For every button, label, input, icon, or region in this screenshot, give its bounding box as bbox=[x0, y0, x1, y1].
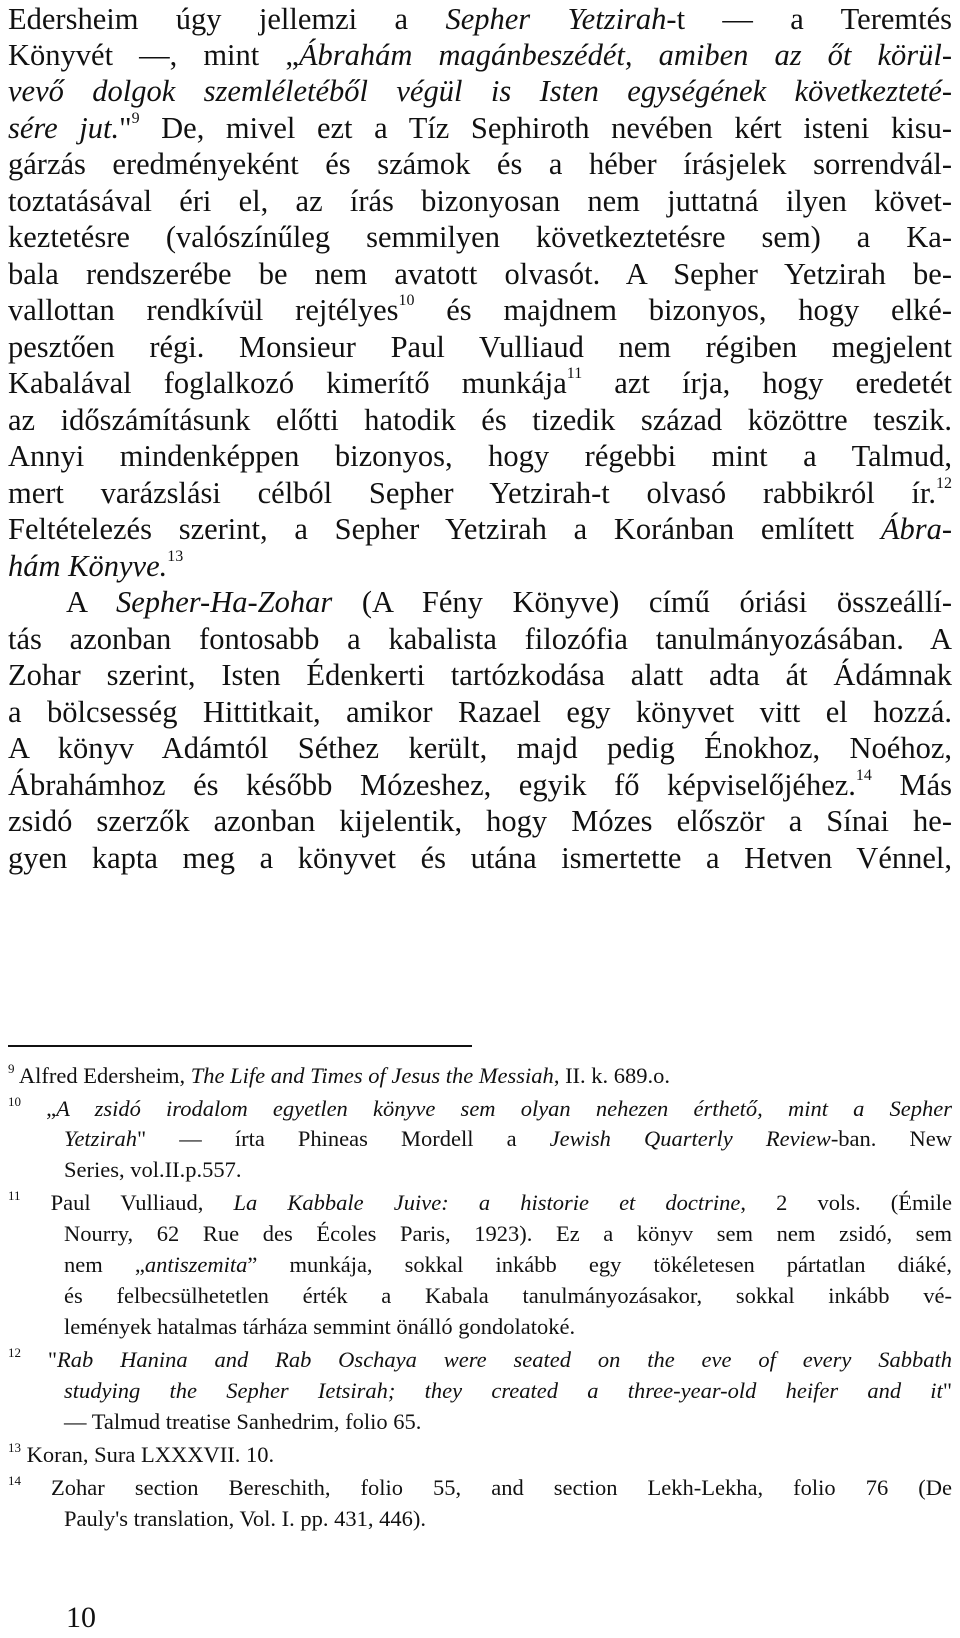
body-line: pesztően régi. Monsieur Paul Vulliaud nem régiben megjelent bbox=[8, 330, 952, 364]
body-line bbox=[8, 511, 952, 547]
body-line: gyen kapta meg a könyvet és utána ismertette a Hetven Vénnel, bbox=[8, 841, 952, 875]
footnote-12-cont: — Talmud treatise Sanhedrim, folio 65. bbox=[64, 1409, 422, 1434]
footnote-ref-9: 9 bbox=[131, 110, 140, 127]
body-line: az időszámításunk előtti hatodik és tizedik század közöttre teszik. bbox=[8, 403, 952, 437]
body-line bbox=[8, 1, 952, 37]
text-run: azt írja, hogy eredetét bbox=[582, 366, 952, 400]
text-run: és majdnem bizonyos, hogy elké- bbox=[414, 293, 952, 327]
footnote-number: 10 bbox=[8, 1094, 21, 1109]
book-title: The Life and Times of Jesus the Messiah bbox=[190, 1063, 554, 1088]
book-title-sepher-yetzirah: Sepher Yetzirah bbox=[445, 2, 667, 36]
text-run: " bbox=[21, 1347, 58, 1372]
footnote-11-cont: és felbecsülhetetlen érték a Kabala tanulmányozásakor, sokkal inkább vé- bbox=[64, 1283, 952, 1308]
italic-word: antiszemita bbox=[144, 1252, 248, 1277]
footnote-ref-10: 10 bbox=[398, 292, 415, 309]
text-run: A bbox=[66, 585, 116, 619]
text-run: " — írta Phineas Mordell a bbox=[136, 1126, 550, 1151]
text-run: vallottan rendkívül rejtélyes bbox=[8, 293, 399, 327]
body-line bbox=[8, 292, 952, 328]
footnote-number: 13 bbox=[8, 1440, 21, 1455]
text-run: „ bbox=[21, 1096, 57, 1121]
footnote-9 bbox=[8, 1061, 952, 1090]
body-line bbox=[8, 37, 952, 73]
footnote-number: 12 bbox=[8, 1345, 21, 1360]
body-line: tás azonban fontosabb a kabalista filozófia tanulmányozásában. A bbox=[8, 622, 952, 656]
body-line bbox=[8, 73, 952, 109]
book-title-zohar: Sepher-Ha-Zohar bbox=[115, 585, 333, 619]
footnote-10 bbox=[8, 1094, 952, 1123]
journal-title: Jewish Quarterly Review bbox=[549, 1126, 831, 1151]
footnote-11-cont: lemények hatalmas tárháza semmint önálló gondolatoké. bbox=[64, 1314, 576, 1339]
text-run: Más bbox=[871, 768, 952, 802]
footnote-14-cont: Pauly's translation, Vol. I. pp. 431, 446). bbox=[64, 1506, 426, 1531]
footnote-ref-14: 14 bbox=[855, 767, 872, 784]
body-line bbox=[8, 110, 952, 146]
text-run: ” munkája, sokkal inkább egy tökéletesen pártatlan diáké, bbox=[247, 1252, 952, 1277]
body-line: Annyi mindenképpen bizonyos, hogy régebbi mint a Talmud, bbox=[8, 439, 952, 473]
footnote-ref-13: 13 bbox=[167, 548, 184, 565]
body-line: bala rendszerébe be nem avatott olvasót. A Sepher Yetzirah be- bbox=[8, 257, 952, 291]
footnote-separator bbox=[8, 1045, 472, 1047]
footnote-ref-12: 12 bbox=[936, 475, 952, 492]
body-line bbox=[8, 548, 952, 584]
text-run: De, mivel ezt a Tíz Sephiroth nevében kért isteni kisu- bbox=[139, 111, 952, 145]
text-run: , II. k. 689.o. bbox=[553, 1063, 671, 1088]
text-run: -ban. New bbox=[830, 1126, 952, 1151]
footnote-10-cont: Series, vol.II.p.557. bbox=[64, 1157, 242, 1182]
text-run: Ábrahámhoz és később Mózeshez, egyik fő képviselőjéhez. bbox=[8, 768, 856, 802]
text-run: Feltételezés szerint, a Sepher Yetzirah a Koránban említett bbox=[8, 512, 881, 546]
footnote-ref-11: 11 bbox=[566, 365, 583, 382]
italic-quote: Rab Hanina and Rab Oschaya were seated on the eve of every Sabbath bbox=[57, 1347, 952, 1372]
footnote-11-cont: Nourry, 62 Rue des Écoles Paris, 1923). Ez a könyv sem nem zsidó, sem bbox=[64, 1221, 952, 1246]
text-run: Kabalával foglalkozó kimerítő munkája bbox=[8, 366, 567, 400]
body-line bbox=[8, 365, 952, 401]
italic-quote: vevő dolgok szemléletéből végül is Isten egységének következteté- bbox=[8, 74, 952, 108]
italic-quote: sére jut. bbox=[8, 111, 120, 145]
text-run: mert varázslási célból Sepher Yetzirah-t olvasó rabbikról ír. bbox=[8, 476, 936, 510]
text-run: Alfred Edersheim, bbox=[14, 1063, 191, 1088]
text-run: Könyvét —, mint „ bbox=[8, 38, 299, 72]
text-run: Koran, Sura LXXXVII. 10. bbox=[21, 1442, 275, 1467]
text-run: nem „ bbox=[64, 1252, 145, 1277]
italic-quote: Yetzirah bbox=[64, 1126, 137, 1151]
text-run: Edersheim úgy jellemzi a bbox=[8, 2, 446, 36]
text-run: (A Fény Könyve) című óriási összeállí- bbox=[332, 585, 952, 619]
footnote-10-cont bbox=[64, 1124, 952, 1153]
body-line: keztetésre (valószínűleg semmilyen következtetésre sem) a Ka- bbox=[8, 220, 952, 254]
body-line: Zohar szerint, Isten Édenkerti tartózkodása alatt adta át Ádámnak bbox=[8, 658, 952, 692]
book-title-abraham: Ábra- bbox=[880, 512, 952, 546]
italic-quote: studying the Sepher Ietsirah; they created a three-year-old heifer and it bbox=[64, 1378, 943, 1403]
body-line: zsidó szerzők azonban kijelentik, hogy Mózes először a Sínai he- bbox=[8, 804, 952, 838]
body-line: gárzás eredményeként és számok és a héber írásjelek sorrendvál- bbox=[8, 147, 952, 181]
book-title: La Kabbale Juive: a historie et doctrine bbox=[233, 1190, 741, 1215]
footnote-number: 11 bbox=[8, 1188, 21, 1203]
text-run: " bbox=[119, 111, 132, 145]
footnote-12 bbox=[8, 1345, 952, 1374]
book-title-abraham: hám Könyve. bbox=[8, 549, 168, 583]
body-line: A könyv Adámtól Séthez került, majd pedig Énokhoz, Noéhoz, bbox=[8, 731, 952, 765]
paragraph-start-line bbox=[66, 584, 952, 620]
text-run: Paul Vulliaud, bbox=[20, 1190, 234, 1215]
text-run: , 2 vols. (Émile bbox=[740, 1190, 952, 1215]
body-line: a bölcsesség Hittitkait, amikor Razael egy könyvet vitt el hozzá. bbox=[8, 695, 952, 729]
italic-quote: Ábrahám magánbeszédét, amiben az őt körül- bbox=[298, 38, 952, 72]
text-run: -t — a Teremtés bbox=[666, 2, 952, 36]
body-line bbox=[8, 475, 952, 511]
footnote-11 bbox=[8, 1188, 952, 1217]
page-number: 10 bbox=[66, 1601, 96, 1634]
footnote-13 bbox=[8, 1440, 952, 1469]
text-run: " bbox=[942, 1378, 952, 1403]
footnote-number: 14 bbox=[8, 1473, 21, 1488]
footnote-number: 9 bbox=[8, 1061, 15, 1076]
body-line bbox=[8, 767, 952, 803]
body-line: toztatásával éri el, az írás bizonyosan nem juttatná ilyen követ- bbox=[8, 184, 952, 218]
footnote-12-cont bbox=[64, 1376, 952, 1405]
italic-quote: A zsidó irodalom egyetlen könyve sem olyan nehezen érthető, mint a Sepher bbox=[56, 1096, 952, 1121]
footnote-14 bbox=[8, 1473, 952, 1502]
footnote-11-cont bbox=[64, 1250, 952, 1279]
text-run: Zohar section Bereschith, folio 55, and section Lekh-Lekha, folio 76 (De bbox=[21, 1475, 952, 1500]
